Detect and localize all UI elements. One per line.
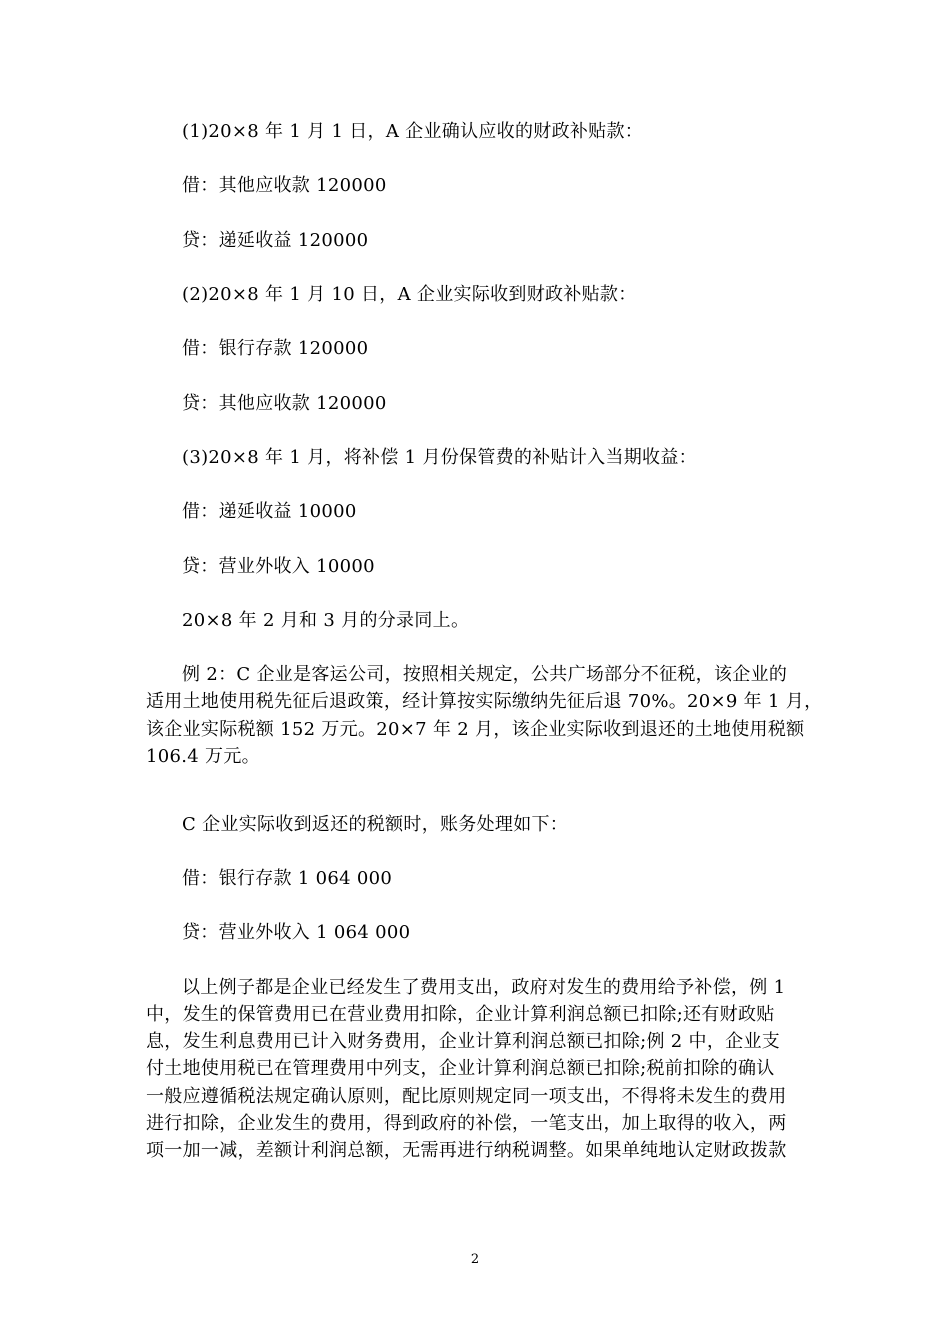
entry-3-credit: 贷：营业外收入 10000 [182, 556, 375, 577]
page-number: 2 [470, 1252, 480, 1267]
entry-1-credit: 贷：递延收益 120000 [182, 230, 369, 251]
entry-same-note: 20×8 年 2 月和 3 月的分录同上。 [182, 610, 470, 631]
discussion-line-4: 付土地使用税已在管理费用中列支，企业计算利润总额已扣除;税前扣除的确认 [146, 1058, 775, 1079]
entry-1-debit: 借：其他应收款 120000 [182, 175, 387, 196]
discussion-line-6: 进行扣除，企业发生的费用，得到政府的补偿，一笔支出，加上取得的收入，两 [146, 1113, 787, 1134]
entry-1-heading: (1)20×8 年 1 月 1 日，A 企业确认应收的财政补贴款： [182, 121, 644, 142]
discussion-line-2: 中，发生的保管费用已在营业费用扣除，企业计算利润总额已扣除;还有财政贴 [146, 1004, 775, 1025]
entry-3-heading: (3)20×8 年 1 月，将补偿 1 月份保管费的补贴计入当期收益： [182, 447, 697, 468]
example-2-line-2: 适用土地使用税先征后退政策，经计算按实际缴纳先征后退 70%。20×9 年 1 月， [146, 691, 823, 712]
handling-debit: 借：银行存款 1 064 000 [182, 868, 393, 889]
discussion-line-5: 一般应遵循税法规定确认原则，配比原则规定同一项支出，不得将未发生的费用 [146, 1086, 787, 1107]
discussion-line-1: 以上例子都是企业已经发生了费用支出，政府对发生的费用给予补偿，例 1 [182, 977, 786, 998]
entry-2-debit: 借：银行存款 120000 [182, 338, 369, 359]
discussion-line-7: 项一加一减，差额计利润总额，无需再进行纳税调整。如果单纯地认定财政拨款 [146, 1140, 787, 1161]
example-2-line-1: 例 2：C 企业是客运公司，按照相关规定，公共广场部分不征税，该企业的 [182, 664, 788, 685]
handling-heading: C 企业实际收到返还的税额时，账务处理如下： [182, 814, 569, 835]
discussion-line-3: 息，发生利息费用已计入财务费用，企业计算利润总额已扣除;例 2 中，企业支 [146, 1031, 781, 1052]
handling-credit: 贷：营业外收入 1 064 000 [182, 922, 411, 943]
entry-3-debit: 借：递延收益 10000 [182, 501, 357, 522]
example-2-line-3: 该企业实际税额 152 万元。20×7 年 2 月，该企业实际收到退还的土地使用税额 [146, 719, 805, 740]
entry-2-heading: (2)20×8 年 1 月 10 日，A 企业实际收到财政补贴款： [182, 284, 637, 305]
example-2-line-4: 106.4 万元。 [146, 746, 260, 767]
entry-2-credit: 贷：其他应收款 120000 [182, 393, 387, 414]
